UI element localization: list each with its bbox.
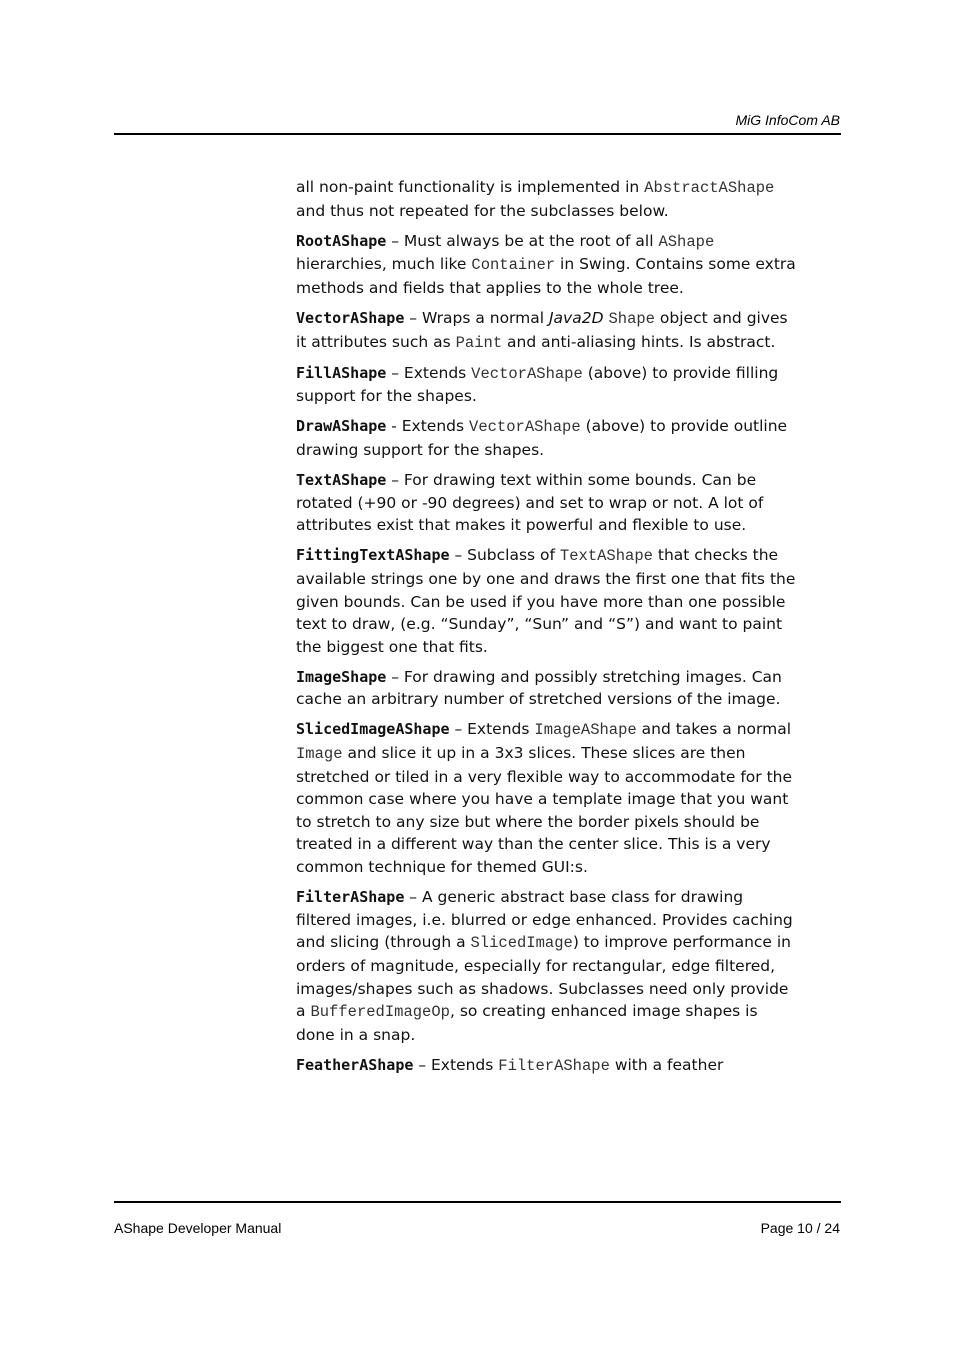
inline-code: FilterAShape [498, 1056, 610, 1075]
text-run: , so creating enhanced image shapes is done in a snap. [296, 1002, 758, 1044]
text-run: and thus not repeated for the subclasses below. [296, 201, 669, 220]
paragraph [296, 415, 796, 461]
paragraph [296, 176, 796, 222]
inline-code: AbstractAShape [644, 179, 775, 197]
header-company-name: MiG InfoCom AB [735, 112, 840, 128]
inline-code: AShape [658, 232, 715, 251]
paragraph [296, 886, 796, 1046]
footer-document-title: AShape Developer Manual [114, 1220, 282, 1236]
text-run: – For drawing and possibly stretching images. Can cache an arbitrary number of stretched versions of the image. [296, 667, 782, 709]
text-run: (above) to provide filling support for the shapes. [296, 363, 779, 406]
text-run: ) to improve performance in orders of magnitude, especially for rectangular, edge filtered, images/shapes such as shadows. Subclasses need only provide a [296, 933, 792, 1021]
class-name-term: VectorAShape [296, 308, 405, 327]
text-run: (above) to provide outline drawing support for the shapes. [296, 417, 788, 459]
text-run: that checks the available strings one by one and draws the first one that fits the given bounds. Can be used if you have more than one possible text to draw, (e.g. “Sunday”, “Sun” and “S”) and want to paint the biggest one that fits. [296, 546, 796, 656]
footer-page-number: Page 10 / 24 [760, 1220, 840, 1236]
text-run: – Extends [413, 1055, 499, 1074]
class-name-term: FilterAShape [296, 888, 405, 907]
footer-rule [114, 1201, 841, 1203]
class-name-term: RootAShape [296, 231, 387, 250]
text-run: – Extends [449, 720, 535, 739]
text-run: and slice it up in a 3x3 slices. These slices are then stretched or tiled in a very flexible way to accommodate for the common case where you have a template image that you want to stretch to any size but where the border pixels should be treated in a different way than the center slice. This is a very common technique for themed GUI:s. [296, 744, 793, 877]
paragraph [296, 230, 796, 300]
class-name-term: FittingTextAShape [296, 546, 450, 565]
text-run: all non-paint functionality is implemented in [296, 178, 645, 196]
text-run: – Must always be at the root of all [386, 231, 659, 250]
class-name-term: SlicedImageAShape [296, 720, 450, 739]
text-run: – For drawing text within some bounds. Can be rotated (+90 or -90 degrees) and set to wrap or not. A lot of attributes exist that makes it powerful and flexible to use. [296, 471, 764, 535]
text-run: – A generic abstract base class for drawing filtered images, i.e. blurred or edge enhanced. Provides caching and slicing (through a [296, 888, 793, 952]
class-name-term: DrawAShape [296, 417, 387, 436]
paragraph [296, 1054, 796, 1078]
class-name-term: TextAShape [296, 471, 387, 490]
class-name-term: FeatherAShape [296, 1055, 414, 1074]
text-run: - Extends [386, 417, 470, 436]
text-run: with a feather [609, 1055, 724, 1074]
class-name-term: ImageShape [296, 667, 387, 686]
inline-code: TextAShape [559, 547, 653, 566]
text-run: and takes a normal [636, 720, 792, 739]
text-run: object and gives it attributes such as [296, 308, 788, 351]
text-run: – Subclass of [449, 546, 560, 565]
text-run: hierarchies, much like [296, 255, 472, 274]
inline-code: Shape [608, 309, 655, 328]
text-run: in Swing. Contains some extra methods and fields that applies to the whole tree. [296, 255, 796, 297]
paragraph [296, 666, 796, 711]
inline-code: BufferedImageOp [310, 1003, 450, 1022]
paragraph [296, 718, 796, 878]
paragraph [296, 544, 796, 658]
inline-code: SlicedImage [470, 934, 573, 953]
header-rule [114, 133, 841, 135]
paragraph [296, 469, 796, 537]
body-text [296, 176, 796, 1085]
text-run: – Wraps a normal [404, 308, 549, 327]
inline-code: VectorAShape [469, 418, 581, 437]
text-run: and anti-aliasing hints. Is abstract. [502, 332, 776, 351]
inline-code: VectorAShape [471, 364, 583, 383]
paragraph [296, 362, 796, 408]
inline-code: Paint [455, 333, 503, 352]
inline-code: ImageAShape [534, 721, 637, 740]
emphasis-text: Java2D [548, 308, 604, 327]
inline-code: Image [296, 745, 343, 764]
inline-code: Container [471, 256, 556, 275]
text-run: – Extends [386, 363, 472, 382]
class-name-term: FillAShape [296, 363, 387, 382]
paragraph [296, 307, 796, 354]
